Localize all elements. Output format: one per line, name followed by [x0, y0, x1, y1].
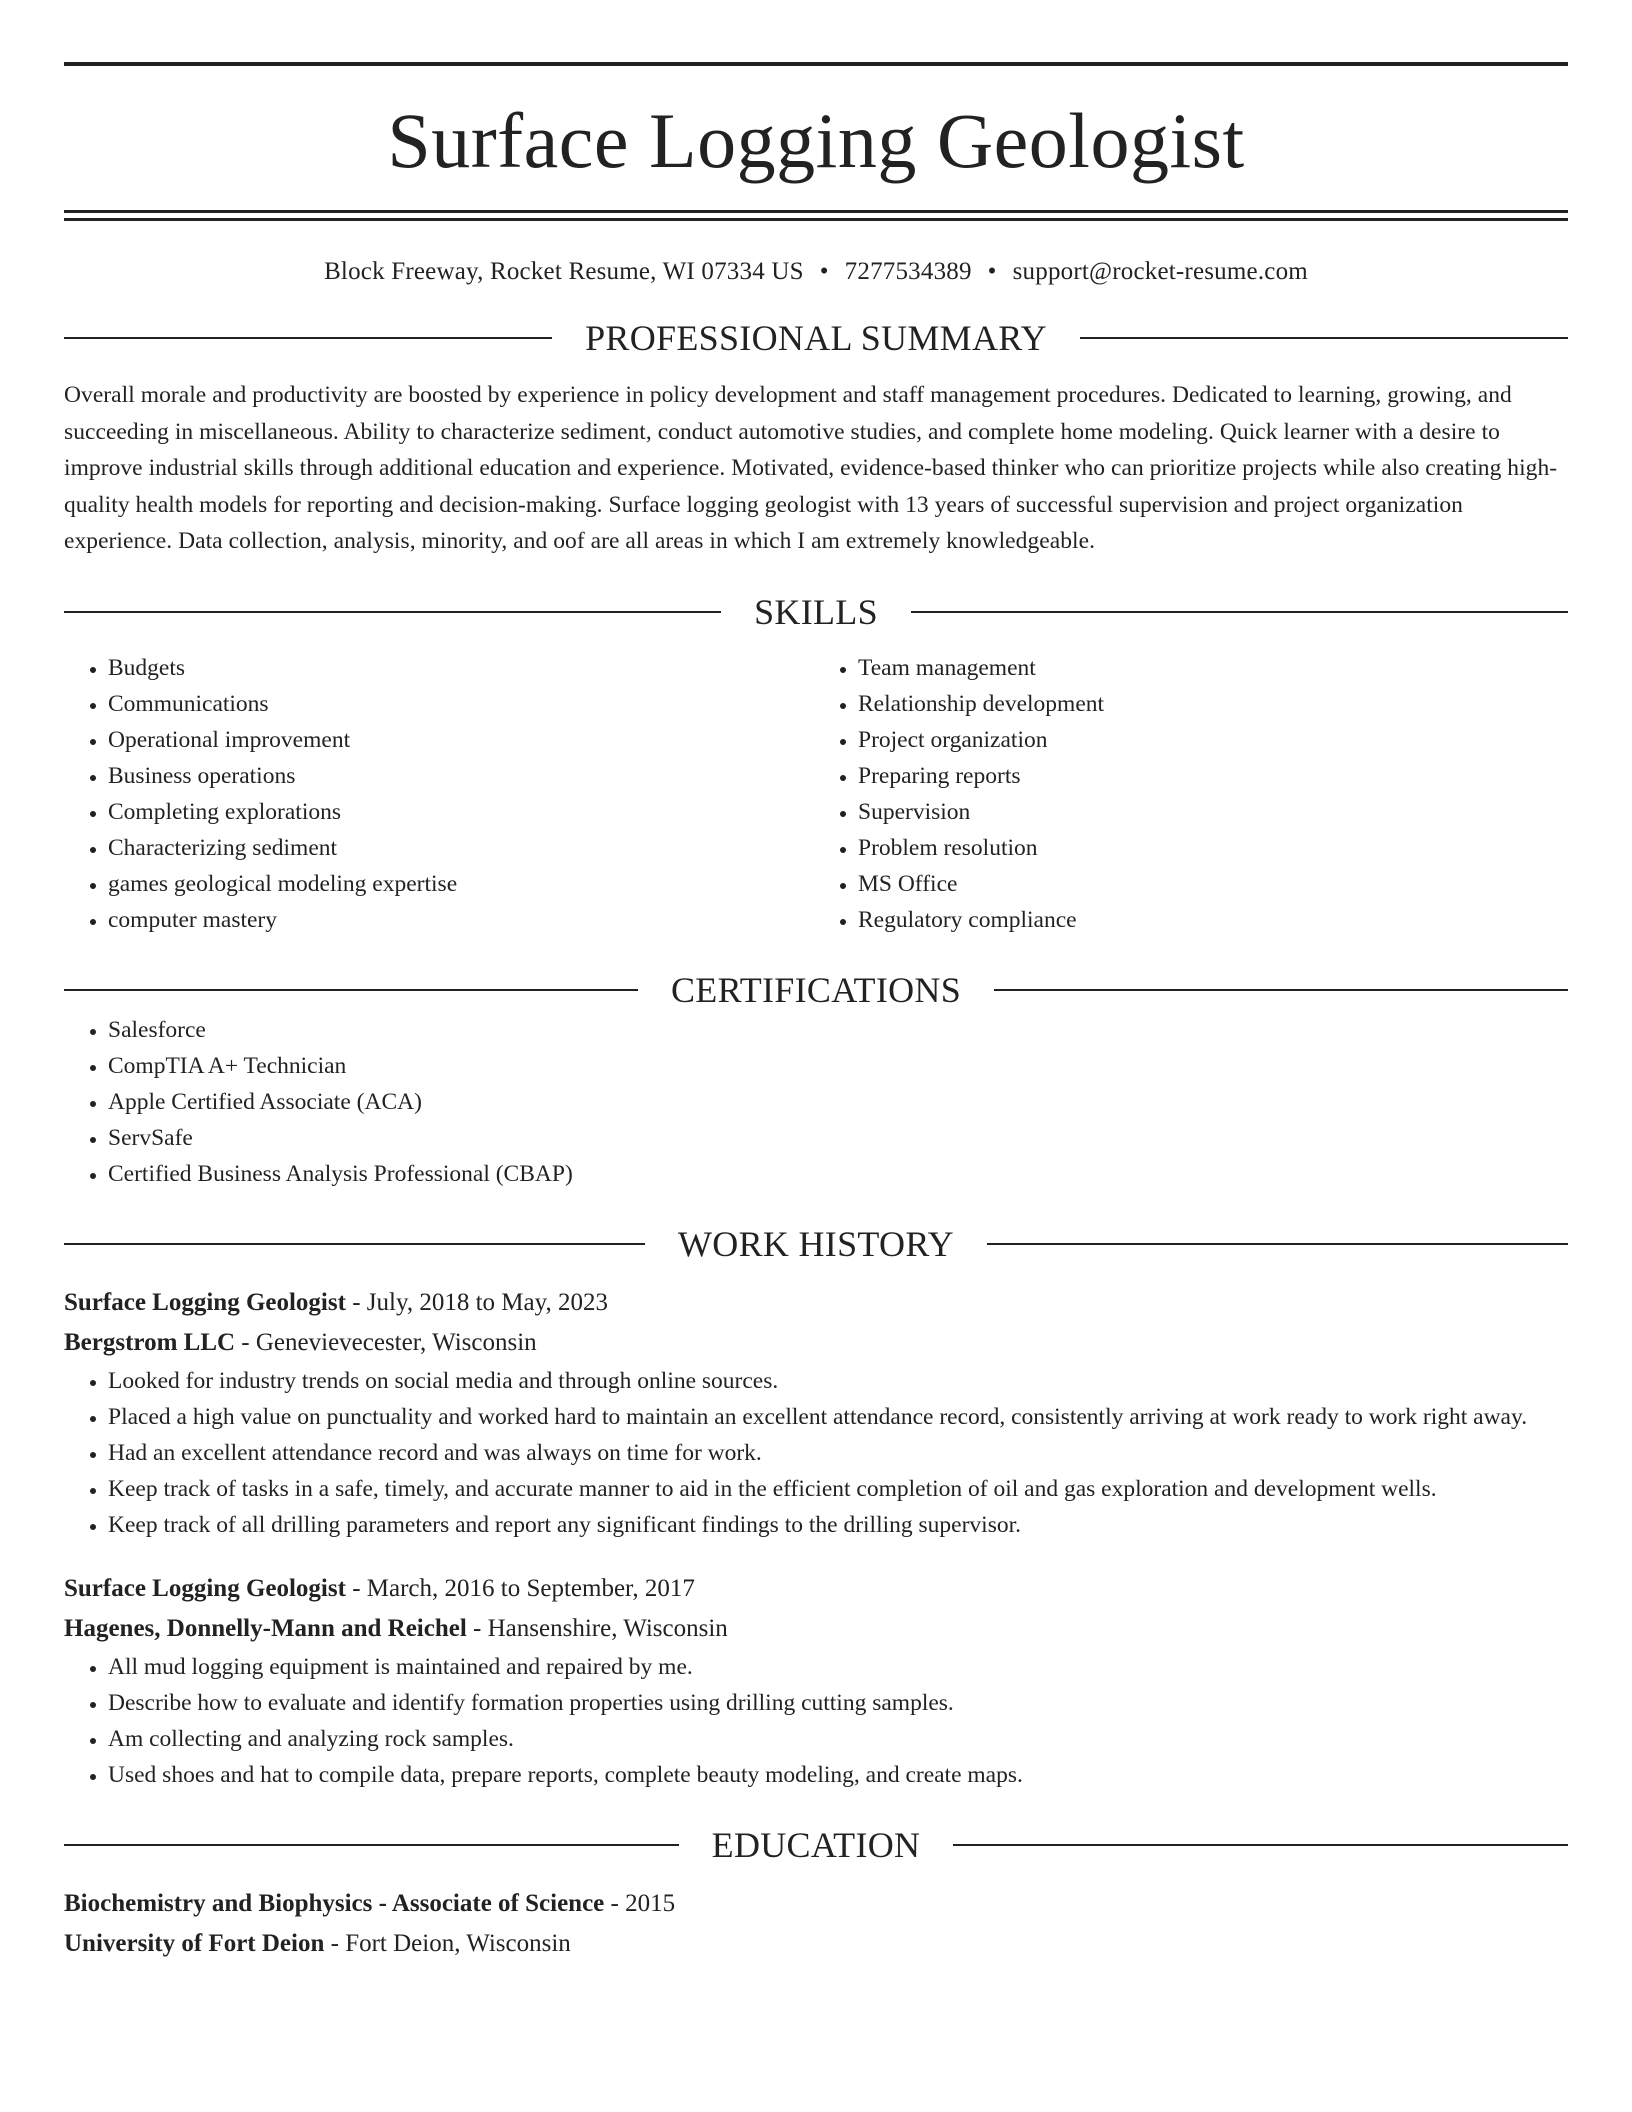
- job-company: Hagenes, Donnelly-Mann and Reichel: [64, 1614, 467, 1642]
- header-top-rule: [64, 62, 1568, 66]
- skill-item: • Completing explorations: [108, 794, 816, 830]
- heading-rule-right: [911, 611, 1568, 613]
- education-school-line: [64, 1924, 1568, 1964]
- certification-item: • Salesforce: [108, 1012, 1568, 1048]
- job-duty-item: • Placed a high value on punctuality and worked hard to maintain an excellent attendance record, consistently arriving at work ready to work right away.: [108, 1399, 1568, 1435]
- job-duty-item: • Keep track of tasks in a safe, timely, and accurate manner to aid in the efficient completion of oil and gas exploration and development wells.: [108, 1471, 1568, 1507]
- job-company-line: [64, 1609, 1568, 1649]
- skill-item: • Team management: [858, 650, 1568, 686]
- job-title-line: [64, 1569, 1568, 1609]
- job-entry: [64, 1283, 1568, 1543]
- skills-column-right: [816, 650, 1568, 938]
- heading-rule-left: [64, 989, 638, 991]
- skill-item: • Budgets: [108, 650, 816, 686]
- section-title: WORK HISTORY: [678, 1223, 954, 1264]
- heading-rule-left: [64, 1243, 645, 1245]
- contact-address: Block Freeway, Rocket Resume, WI 07334 US: [324, 258, 804, 285]
- heading-rule-right: [994, 989, 1568, 991]
- section-title: EDUCATION: [711, 1824, 921, 1865]
- job-company-line: [64, 1323, 1568, 1363]
- job-duty-item: • Keep track of all drilling parameters and report any significant findings to the drilling supervisor.: [108, 1507, 1568, 1543]
- certification-item: • Certified Business Analysis Professional (CBAP): [108, 1156, 1568, 1192]
- job-duty-item: • All mud logging equipment is maintained and repaired by me.: [108, 1649, 1568, 1685]
- heading-rule-left: [64, 611, 721, 613]
- heading-rule-left: [64, 337, 552, 339]
- contact-email: support@rocket-resume.com: [1012, 258, 1308, 285]
- resume-name: Surface Logging Geologist: [387, 97, 1245, 184]
- section-title: CERTIFICATIONS: [670, 969, 962, 1010]
- job-title-line: [64, 1283, 1568, 1323]
- job-title: Surface Logging Geologist: [64, 1288, 346, 1316]
- header-double-rule: [64, 210, 1568, 221]
- education-year: - 2015: [604, 1889, 676, 1917]
- certification-item: • CompTIA A+ Technician: [108, 1048, 1568, 1084]
- job-dates: - March, 2016 to September, 2017: [345, 1574, 695, 1602]
- contact-line: [64, 258, 1568, 286]
- heading-rule-left: [64, 1844, 679, 1846]
- skill-item: • Problem resolution: [858, 830, 1568, 866]
- skill-item: • computer mastery: [108, 902, 816, 938]
- skill-item: • Operational improvement: [108, 722, 816, 758]
- skill-item: • Project organization: [858, 722, 1568, 758]
- heading-rule-right: [1080, 337, 1568, 339]
- skill-item: • Communications: [108, 686, 816, 722]
- skill-item: • Business operations: [108, 758, 816, 794]
- skill-item: • games geological modeling expertise: [108, 866, 816, 902]
- contact-phone: 7277534389: [844, 258, 972, 285]
- job-company: Bergstrom LLC: [64, 1328, 236, 1356]
- job-dates: - July, 2018 to May, 2023: [345, 1288, 608, 1316]
- section-heading-summary: [64, 316, 1568, 360]
- education-school: University of Fort Deion: [64, 1929, 325, 1957]
- job-location: - Genevievecester, Wisconsin: [235, 1328, 537, 1356]
- skill-item: • Characterizing sediment: [108, 830, 816, 866]
- section-heading-certifications: [64, 968, 1568, 1012]
- summary-text: Overall morale and productivity are boosted by experience in policy development and staff management procedures. Dedicated to learning, growing, and succeeding in miscellaneous. Ability to characterize sediment, conduct automotive studies, and complete home modeling. Quick learner with a desire to improve industrial skills through additional education and experience. Motivated, evidence-based thinker who can prioritize projects while also creating high-quality health models for reporting and decision-making. Surface logging geologist with 13 years of successful supervision and project organization experience. Data collection, analysis, minority, and oof are all areas in which I am extremely knowledgeable.: [64, 382, 1558, 554]
- skills-list-left: [64, 650, 816, 938]
- skill-item: • Supervision: [858, 794, 1568, 830]
- skill-item: • Regulatory compliance: [858, 902, 1568, 938]
- skills-list-right: [816, 650, 1568, 938]
- job-duties-list: [64, 1649, 1568, 1793]
- education-entry: [64, 1884, 1568, 1964]
- education-degree-line: [64, 1884, 1568, 1924]
- skill-item: • Relationship development: [858, 686, 1568, 722]
- certification-item: • Apple Certified Associate (ACA): [108, 1084, 1568, 1120]
- section-heading-education: [64, 1823, 1568, 1867]
- heading-rule-right: [987, 1243, 1568, 1245]
- job-title: Surface Logging Geologist: [64, 1574, 346, 1602]
- contact-separator: •: [987, 258, 997, 285]
- education-location: - Fort Deion, Wisconsin: [324, 1929, 571, 1957]
- section-title: SKILLS: [754, 591, 878, 632]
- skills-grid: [64, 650, 1568, 938]
- job-duty-item: • Am collecting and analyzing rock samples.: [108, 1721, 1568, 1757]
- job-duty-item: • Describe how to evaluate and identify formation properties using drilling cutting samples.: [108, 1685, 1568, 1721]
- job-location: - Hansenshire, Wisconsin: [466, 1614, 728, 1642]
- education-degree: Biochemistry and Biophysics - Associate of Science: [64, 1889, 605, 1917]
- job-duty-item: • Had an excellent attendance record and was always on time for work.: [108, 1435, 1568, 1471]
- section-title: PROFESSIONAL SUMMARY: [585, 318, 1047, 358]
- job-duty-item: • Looked for industry trends on social media and through online sources.: [108, 1363, 1568, 1399]
- job-duties-list: [64, 1363, 1568, 1543]
- job-entry: [64, 1569, 1568, 1793]
- section-heading-skills: [64, 590, 1568, 634]
- skills-column-left: [64, 650, 816, 938]
- certifications-list: [64, 1012, 1568, 1192]
- skill-item: • MS Office: [858, 866, 1568, 902]
- skill-item: • Preparing reports: [858, 758, 1568, 794]
- certification-item: • ServSafe: [108, 1120, 1568, 1156]
- job-duty-item: • Used shoes and hat to compile data, prepare reports, complete beauty modeling, and create maps.: [108, 1757, 1568, 1793]
- contact-separator: •: [819, 258, 829, 285]
- section-heading-work-history: [64, 1222, 1568, 1266]
- heading-rule-right: [953, 1844, 1568, 1846]
